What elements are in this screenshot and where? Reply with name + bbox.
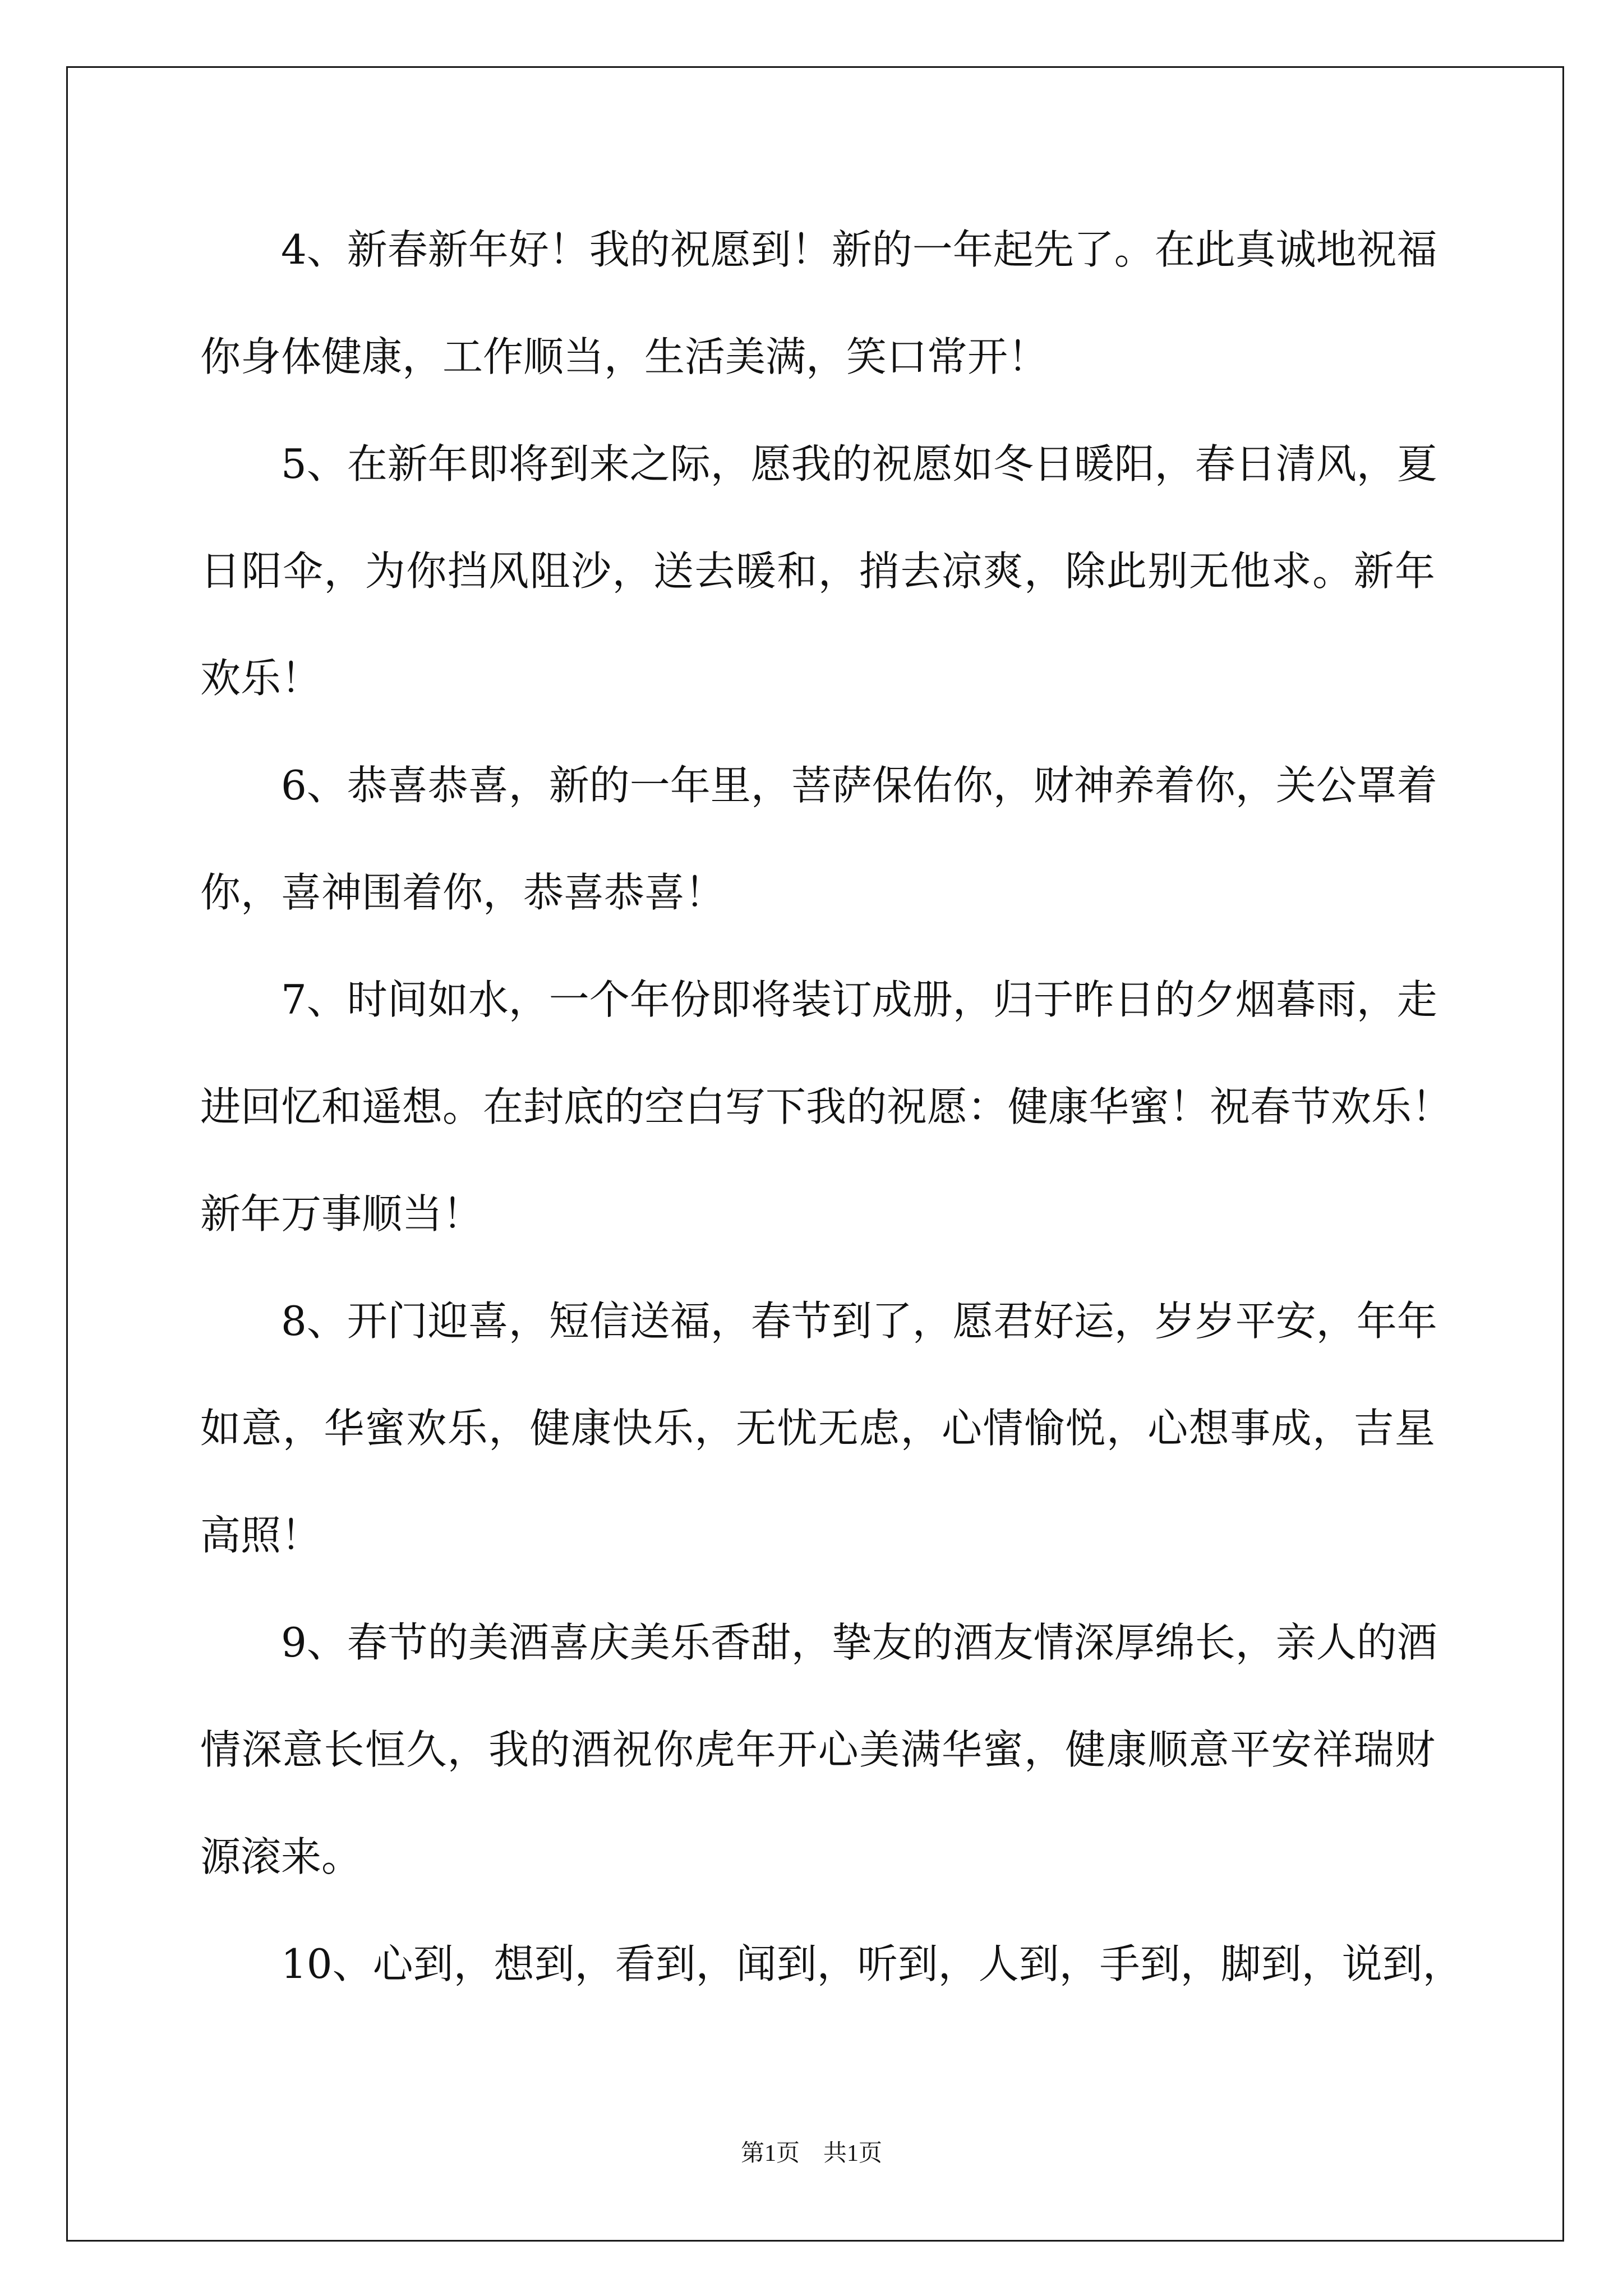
paragraph-line: 6、恭喜恭喜，新的一年里，菩萨保佑你，财神养着你，关公罩着: [281, 762, 1437, 809]
paragraph-line: 4、新春新年好！我的祝愿到！新的一年起先了。在此真诚地祝福: [281, 226, 1437, 273]
paragraph-line: 5、在新年即将到来之际，愿我的祝愿如冬日暖阳，春日清风，夏: [281, 440, 1437, 487]
paragraph-6: [200, 732, 1435, 946]
paragraph-9: [200, 1589, 1435, 1911]
paragraph-line: 进回忆和遥想。在封底的空白写下我的祝愿：健康华蜜！祝春节欢乐！: [200, 1083, 1453, 1130]
paragraph-line: 如意，华蜜欢乐，健康快乐，无忧无虑，心情愉悦，心想事成，吉星: [200, 1405, 1435, 1452]
paragraph-4: [200, 196, 1435, 411]
paragraph-line: 源滚来。: [200, 1833, 362, 1880]
paragraph-line: 你，喜神围着你，恭喜恭喜！: [200, 869, 726, 916]
paragraph-line: 新年万事顺当！: [200, 1190, 483, 1237]
paragraph-line: 7、时间如水，一个年份即将装订成册，归于昨日的夕烟暮雨，走: [281, 976, 1437, 1023]
paragraph-line: 10、心到，想到，看到，闻到，听到，人到，手到，脚到，说到，: [281, 1940, 1463, 1987]
paragraph-line: 情深意长恒久，我的酒祝你虎年开心美满华蜜，健康顺意平安祥瑞财: [200, 1726, 1435, 1773]
document-body: [200, 196, 1463, 2018]
paragraph-line: 日阳伞，为你挡风阻沙，送去暖和，捎去凉爽，除此别无他求。新年: [200, 547, 1435, 595]
paragraph-line: 8、开门迎喜，短信送福，春节到了，愿君好运，岁岁平安，年年: [281, 1297, 1437, 1345]
page-number: 第1页 共1页: [740, 2141, 882, 2166]
paragraph-line: 你身体健康，工作顺当，生活美满，笑口常开！: [200, 333, 1049, 380]
paragraph-5: [200, 411, 1435, 732]
paragraph-7: [200, 946, 1453, 1268]
paragraph-8: [200, 1268, 1435, 1589]
paragraph-10: [200, 1911, 1463, 2018]
paragraph-line: 高照！: [200, 1512, 322, 1559]
paragraph-line: 欢乐！: [200, 655, 322, 702]
paragraph-line: 9、春节的美酒喜庆美乐香甜，挚友的酒友情深厚绵长，亲人的酒: [281, 1619, 1437, 1666]
